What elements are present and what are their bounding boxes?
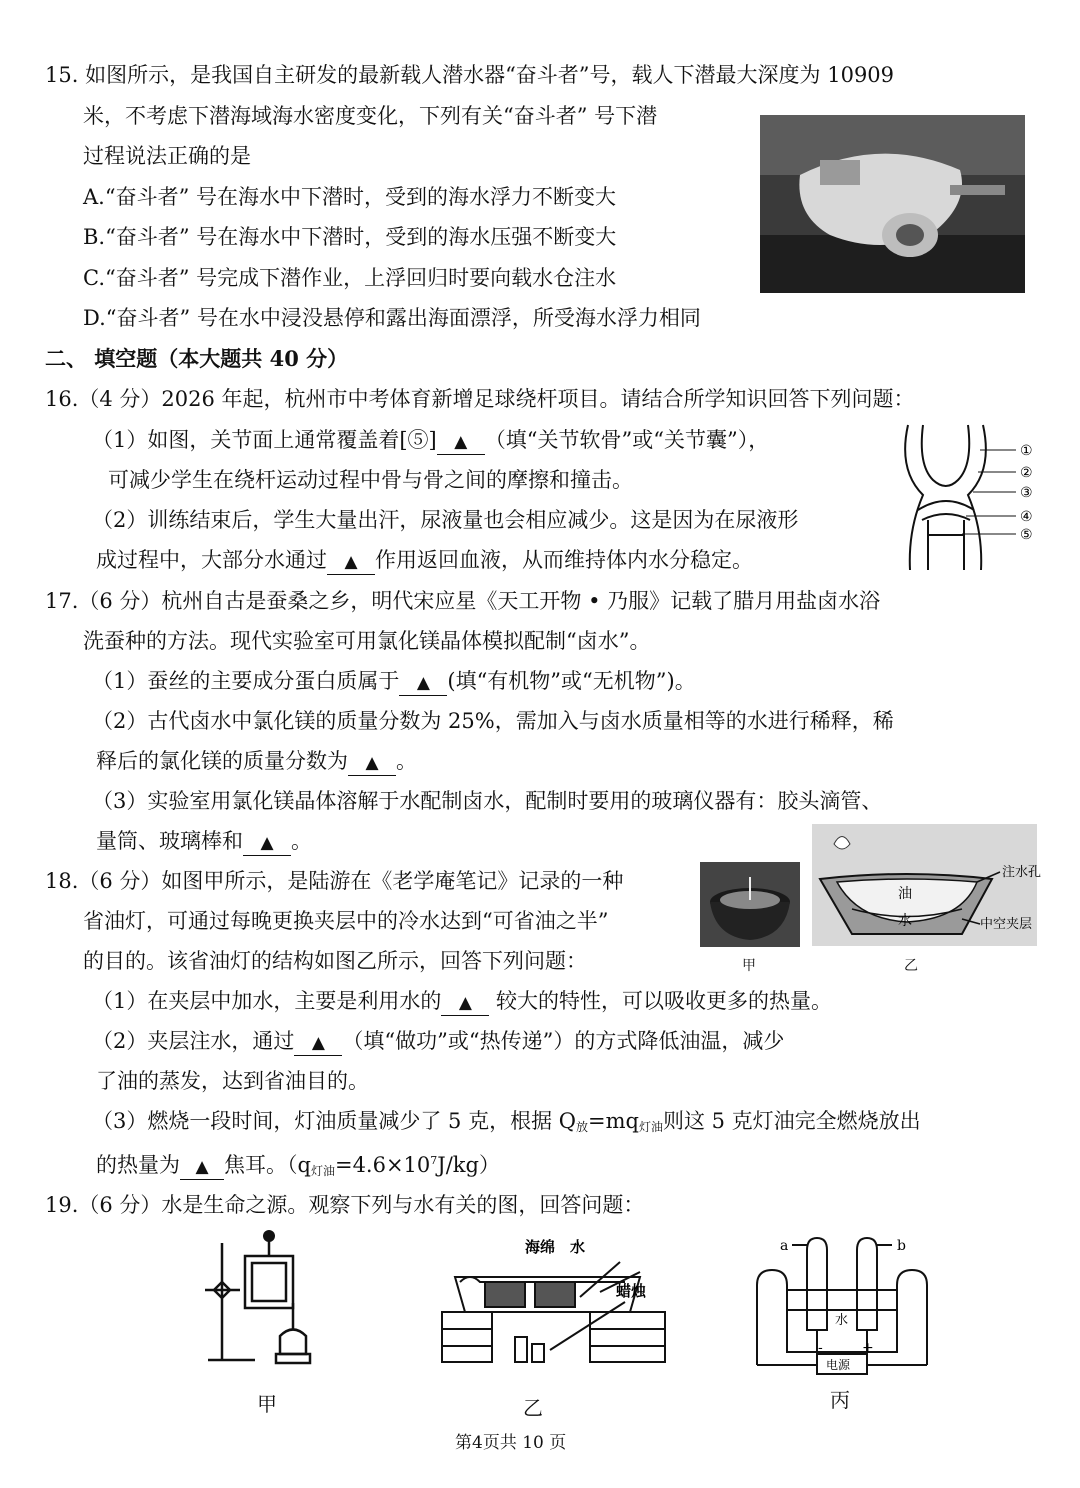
q17-stem-line1: 17.（6 分）杭州自古是蚕桑之乡，明代宋应星《天工开物 • 乃服》记载了腊月用盐卤水浴 — [45, 589, 881, 613]
q17-part2-cont: 释后的氯化镁的质量分数为 ▲ 。 — [96, 746, 417, 776]
hollow-layer-label: 中空夹层 — [980, 917, 1033, 932]
q18-part2: （2）夹层注水，通过 ▲ （填“做功”或“热传递”）的方式降低油温，减少 — [92, 1026, 784, 1056]
q15-stem-line3: 过程说法正确的是 — [83, 144, 251, 168]
water-label: 水 — [835, 1313, 849, 1328]
q17-part2: （2）古代卤水中氯化镁的质量分数为 25%，需加入与卤水质量相等的水进行稀释，稀 — [92, 709, 894, 733]
q18-part3: （3）燃烧一段时间，灯油质量减少了 5 克，根据 $Q_放=mq_{灯油}$则这 5 克灯油完全燃烧放出 — [92, 1109, 921, 1134]
plus-label: + — [862, 1340, 874, 1356]
fig19-label-yi: 乙 — [523, 1396, 543, 1420]
q15-stem-line2: 米，不考虑下潜海域海水密度变化，下列有关“奋斗者” 号下潜 — [83, 104, 658, 128]
q15-option-b: B.“奋斗者” 号在海水中下潜时，受到的海水压强不断变大 — [83, 225, 617, 249]
joint-diagram — [888, 420, 1048, 575]
q16-part1-cont: 可减少学生在绕杆运动过程中骨与骨之间的摩擦和撞击。 — [108, 468, 633, 492]
joint-label-3: ③ — [1020, 485, 1033, 501]
q16-stem: 16.（4 分）2026 年起，杭州市中考体育新增足球绕杆项目。请结合所学知识回答下列问题： — [45, 387, 915, 411]
q15-stem-line1: 15. 如图所示，是我国自主研发的最新载人潜水器“奋斗者”号，载人下潜最大深度为 10909 — [45, 63, 895, 87]
fig19-label-bing: 丙 — [830, 1388, 850, 1412]
answer-blank[interactable]: ▲ — [348, 749, 396, 776]
fig18-label-jia: 甲 — [742, 958, 756, 974]
answer-blank[interactable]: ▲ — [437, 428, 485, 455]
q19-electrolysis-bing — [752, 1230, 932, 1380]
q18-stem-line1: 18.（6 分）如图甲所示，是陆游在《老学庵笔记》记录的一种 — [45, 869, 624, 893]
q15-option-c: C.“奋斗者” 号完成下潜作业，上浮回归时要向载水仓注水 — [83, 266, 617, 290]
answer-blank[interactable]: ▲ — [180, 1153, 224, 1180]
q17-part3: （3）实验室用氯化镁晶体溶解于水配制卤水，配制时要用的玻璃仪器有：胶头滴管、 — [92, 789, 883, 813]
q15-option-d: D.“奋斗者” 号在水中浸没悬停和露出海面漂浮，所受海水浮力相同 — [83, 306, 701, 330]
q17-part3-cont: 量筒、玻璃棒和 ▲ 。 — [96, 826, 312, 856]
answer-blank[interactable]: ▲ — [327, 548, 375, 575]
q16-part2: （2）训练结束后，学生大量出汗，尿液量也会相应减少。这是因为在尿液形 — [92, 508, 799, 532]
joint-label-4: ④ — [1020, 509, 1033, 525]
oil-lamp-structure-diagram — [812, 824, 1042, 946]
q17-part1: （1）蚕丝的主要成分蛋白质属于 ▲ (填“有机物”或“无机物”)。 — [92, 666, 696, 696]
q18-part3-cont: 的热量为 ▲ 焦耳。$(q_{灯油}=4.6\times 10^7J/kg)$ — [96, 1153, 500, 1178]
answer-blank[interactable]: ▲ — [243, 829, 291, 856]
minus-label: - — [818, 1340, 823, 1356]
page-number: 第4页共 10 页 — [455, 1433, 567, 1453]
fig19-label-jia: 甲 — [257, 1392, 277, 1416]
q18-stem-line2: 省油灯，可通过每晚更换夹层中的冷水达到“可省油之半” — [83, 909, 609, 933]
q19-apparatus-jia — [200, 1228, 315, 1370]
submarine-photo — [760, 115, 1025, 293]
water-label: 水 — [570, 1238, 586, 1256]
answer-blank[interactable]: ▲ — [441, 989, 489, 1016]
q19-apparatus-yi — [440, 1232, 670, 1372]
q19-stem: 19.（6 分）水是生命之源。观察下列与水有关的图，回答问题： — [45, 1193, 645, 1217]
tube-a-label: a — [780, 1238, 789, 1254]
answer-blank[interactable]: ▲ — [399, 669, 447, 696]
q17-stem-line2: 洗蚕种的方法。现代实验室可用氯化镁晶体模拟配制“卤水”。 — [83, 629, 651, 653]
section-title: 二、 填空题（本大题共 40 分） — [45, 346, 349, 371]
candle-label: 蜡烛 — [616, 1282, 647, 1300]
q16-part2-cont: 成过程中，大部分水通过 ▲ 作用返回血液，从而维持体内水分稳定。 — [96, 545, 753, 575]
tube-b-label: b — [897, 1238, 906, 1254]
power-label: 电源 — [826, 1358, 851, 1372]
joint-label-1: ① — [1020, 443, 1033, 459]
inlet-label: 注水孔 — [1002, 865, 1042, 880]
q16-part1: （1）如图，关节面上通常覆盖着[⑤] ▲ （填“关节软骨”或“关节囊”）， — [92, 425, 769, 455]
joint-label-5: ⑤ — [1020, 527, 1033, 543]
q18-stem-line3: 的目的。该省油灯的结构如图乙所示，回答下列问题： — [83, 949, 587, 973]
oil-lamp-photo — [700, 862, 800, 947]
q15-option-a: A.“奋斗者” 号在海水中下潜时，受到的海水浮力不断变大 — [83, 185, 616, 209]
q18-part2-cont: 了油的蒸发，达到省油目的。 — [96, 1069, 369, 1093]
oil-label: 油 — [898, 886, 912, 902]
water-label: 水 — [898, 913, 912, 929]
joint-label-2: ② — [1020, 465, 1033, 481]
sponge-label: 海绵 — [525, 1238, 556, 1256]
answer-blank[interactable]: ▲ — [294, 1029, 342, 1056]
q18-part1: （1）在夹层中加水，主要是利用水的 ▲ 较大的特性，可以吸收更多的热量。 — [92, 986, 832, 1016]
fig18-label-yi: 乙 — [904, 958, 918, 974]
